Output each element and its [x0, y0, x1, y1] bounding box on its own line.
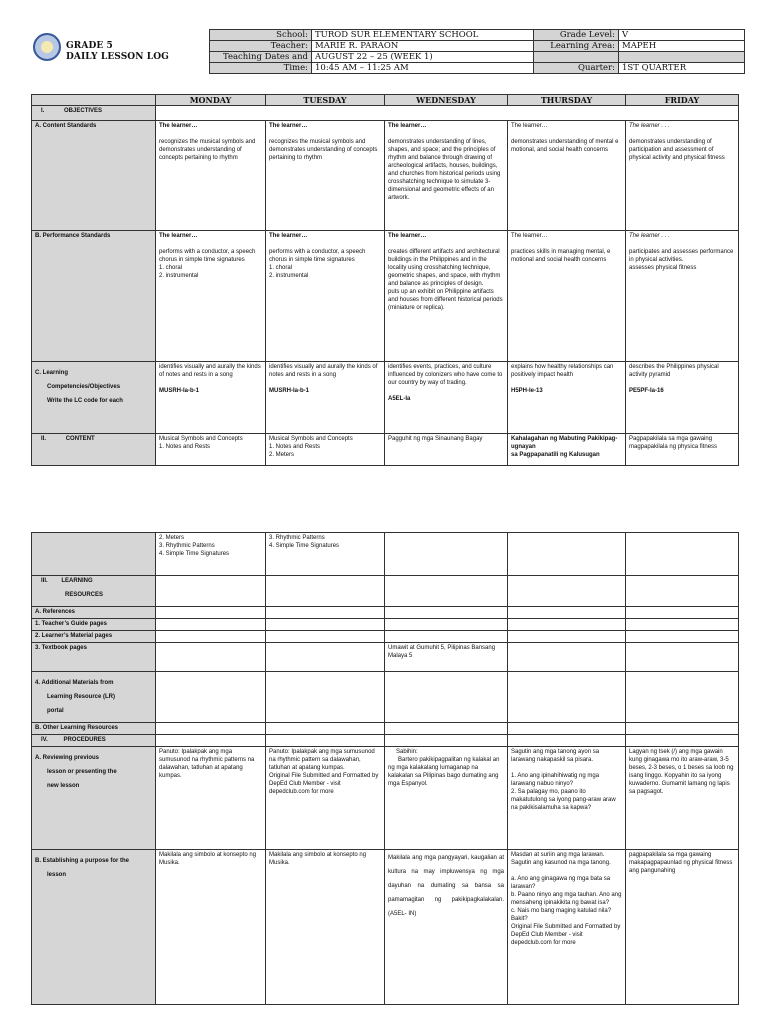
- day-wednesday: WEDNESDAY: [385, 95, 508, 106]
- purpose-friday: pagpapakilala sa mga gawaing makapagpapaunlad ng physical fitness ang pangunahing: [626, 850, 739, 1005]
- review-label: A. Reviewing previous lesson or presenting the new lesson: [32, 747, 156, 850]
- review-friday: Lagyan ng tsek (/) ang mga gawain kung ginagawa mo ito araw-araw, 3-5 beses, 2-3 beses, o 1 beses sa loob ng isang linggo. Kopyahin ito sa iyong kuwaderno. Gumamit lamang ng lapis sa pagsagot.: [626, 747, 739, 850]
- title-grade: GRADE 5: [66, 41, 113, 51]
- lm-pages-row: [32, 631, 739, 643]
- competencies-label: C. Learning Competencies/Objectives Write the LC code for each: [32, 362, 156, 434]
- resources-heading: III. LEARNING RESOURCES: [32, 576, 156, 607]
- day-monday: MONDAY: [156, 95, 266, 106]
- competencies-row: [32, 362, 739, 434]
- content-friday: Pagpapakilala sa mga gawaing magpapakilala ng physica fitness: [626, 434, 739, 466]
- content-thursday: Kahalagahan ng Mabuting Pakikipag-ugnayan sa Pagpapanatili ng Kalusugan: [508, 434, 626, 466]
- cs-monday: The learner… recognizes the musical symbols and demonstrates understanding of concepts pertaining to rhythm: [156, 121, 266, 231]
- grade-level-label: Grade Level:: [534, 30, 619, 41]
- cs-wednesday: The learner… demonstrates understanding of lines, shapes, and space; and the principles of rhythm and balance through drawing of archeological artifacts, houses, buildings, and churches from historical periods using crosshatching technique to simulate 3-dimensional and geometric effects of an artwork.: [385, 121, 508, 231]
- review-row: [32, 747, 739, 850]
- review-thursday: Sagutin ang mga tanong ayon sa larawang nakapaskil sa pisara. 1. Ano ang ipinahihiwatig ng mga larawang nabuo ninyo? 2. Sa palagay mo, paano ito makatutulong sa iyong pang-araw araw na pakikisalamuha sa kapwa?: [508, 747, 626, 850]
- deped-seal-icon: [33, 33, 61, 61]
- learning-area-label: Learning Area:: [534, 41, 619, 52]
- review-monday: Panuto: Ipalakpak ang mga sumusunod na rhythmic patterns na dalawahan, tatluhan at apatang kumpas.: [156, 747, 266, 850]
- ps-thursday: The learner… practices skills in managing mental, e motional and social health concerns: [508, 231, 626, 362]
- objectives-num: I.: [41, 108, 45, 114]
- review-tuesday: Panuto: Ipalakpak ang mga sumusunod na rhythmic pattern sa dalawahan, tatluhan at apatang kumpas. Original File Submitted and Formatted by DepEd Club Member - visit depedclub.com for more: [266, 747, 385, 850]
- additional-materials-row: [32, 672, 739, 723]
- grade-level-value: V: [619, 30, 745, 41]
- purpose-label: B. Establishing a purpose for the lesson: [32, 850, 156, 1005]
- lc-code: A5EL-Ia: [388, 396, 411, 402]
- time-value: 10:45 AM – 11:25 AM: [312, 63, 534, 74]
- document-title: [66, 41, 169, 63]
- ps-friday: The learner . . . participates and assesses performance in physical activities. assesses physical fitness: [626, 231, 739, 362]
- dates-label-line1: Teaching Dates and: [222, 52, 308, 62]
- teacher-value: MARIE R. PARAON: [312, 41, 534, 52]
- quarter-value: 1ST QUARTER: [619, 63, 745, 74]
- content-num: II.: [41, 436, 47, 442]
- title-dll: DAILY LESSON LOG: [66, 52, 169, 62]
- procedures-heading: IV. PROCEDURES: [32, 735, 156, 747]
- header-info-table: [209, 29, 745, 74]
- days-header-row: [32, 95, 739, 106]
- objectives-heading: OBJECTIVES: [64, 108, 103, 114]
- content-monday: Musical Symbols and Concepts 1. Notes and Rests: [156, 434, 266, 466]
- purpose-row: [32, 850, 739, 1005]
- content-standards-row: [32, 121, 739, 231]
- school-label: School:: [210, 30, 312, 41]
- references-row: [32, 607, 739, 619]
- day-tuesday: TUESDAY: [266, 95, 385, 106]
- lc-code: MUSRH-Ia-b-1: [159, 388, 199, 394]
- references-label: A. References: [32, 607, 156, 619]
- content-cont-monday: 2. Meters 3. Rhythmic Patterns 4. Simple Time Signatures: [156, 533, 266, 576]
- ps-monday: The learner… performs with a conductor, a speech chorus in simple time signatures 1. choral 2. instrumental: [156, 231, 266, 362]
- lc-friday: describes the Philippines physical activity pyramid PE5PF-Ia-16: [626, 362, 739, 434]
- textbook-pages-row: [32, 643, 739, 672]
- cs-friday: The learner . . . demonstrates understanding of participation and assessment of physical activity and physical fitness: [626, 121, 739, 231]
- content-continuation-row: [32, 533, 739, 576]
- lc-code: PE5PF-Ia-16: [629, 388, 664, 394]
- resources-heading-row: [32, 576, 739, 607]
- content-cont-tuesday: 3. Rhythmic Patterns 4. Simple Time Signatures: [266, 533, 385, 576]
- learning-area-value: MAPEH: [619, 41, 745, 52]
- lesson-table-part2: [31, 532, 739, 1005]
- additional-materials-label: 4. Additional Materials from Learning Resource (LR) portal: [32, 672, 156, 723]
- school-value: TUROD SUR ELEMENTARY SCHOOL: [312, 30, 534, 41]
- lc-thursday: explains how healthy relationships can positively impact health H5PH-Ie-13: [508, 362, 626, 434]
- quarter-label: Quarter:: [534, 63, 619, 74]
- tg-pages-row: [32, 619, 739, 631]
- day-thursday: THURSDAY: [508, 95, 626, 106]
- objectives-heading-row: [32, 106, 739, 121]
- lesson-table-part1: [31, 94, 739, 466]
- cs-thursday: The learner… demonstrates understanding of mental e motional, and social health concerns: [508, 121, 626, 231]
- content-tuesday: Musical Symbols and Concepts 1. Notes and Rests 2. Meters: [266, 434, 385, 466]
- textbook-pages-label: 3. Textbook pages: [32, 643, 156, 672]
- content-heading: CONTENT: [65, 436, 95, 442]
- lc-code: MUSRH-Ia-b-1: [269, 388, 309, 394]
- purpose-tuesday: Makilala ang simbolo at konsepto ng Musika.: [266, 850, 385, 1005]
- performance-standards-row: [32, 231, 739, 362]
- purpose-thursday: Masdan at suriin ang mga larawan. Sagutin ang kasunod na mga tanong. a. Ano ang ginagawa ng mga bata sa larawan? b. Paano ninyo ang mga tauhan. Ano ang mensaheng ipinakikita ng bawat isa? c. Nais mo bang maging katulad nila? Bakit? Original File Submitted and Formatted by DepEd Club Member - visit depedclub.com for more: [508, 850, 626, 1005]
- ps-wednesday: The learner… creates different artifacts and architectural buildings in the Philippines and in the locality using crosshatching technique, geometric shapes, and space, with rhythm and balance as principles of design. puts up an exhibit on Philippine artifacts and houses from different historical periods (miniature or replica).: [385, 231, 508, 362]
- day-friday: FRIDAY: [626, 95, 739, 106]
- content-wednesday: Pagguhit ng mga Sinaunang Bagay: [385, 434, 508, 466]
- dates-value: AUGUST 22 – 25 (WEEK 1): [312, 52, 534, 63]
- ps-tuesday: The learner… performs with a conductor, a speech chorus in simple time signatures 1. choral 2. instrumental: [266, 231, 385, 362]
- cs-tuesday: The learner… recognizes the musical symbols and demonstrates understanding of concepts pertaining to rhythm: [266, 121, 385, 231]
- content-standards-label: A. Content Standards: [32, 121, 156, 231]
- time-label: Time:: [210, 63, 312, 74]
- content-row: [32, 434, 739, 466]
- review-wednesday: Sabihin: Bartero pakikipagpalitan ng kalakal an ng mga kalakalang lumaganap na kalakalan sa Pilipinas bago dumating ang mga Espanyol.: [385, 747, 508, 850]
- performance-standards-label: B. Performance Standards: [32, 231, 156, 362]
- lc-wednesday: identifies events, practices, and culture influenced by colonizers who have come to our country by way of trading. A5EL-Ia: [385, 362, 508, 434]
- dates-label: [210, 52, 312, 63]
- textbook-wednesday: Umawit at Gumuhit 5, Pilipinas Bansang Malaya 5: [385, 643, 508, 672]
- other-resources-row: [32, 723, 739, 735]
- purpose-wednesday: Makilala ang mga pangyayari, kaugalian at kultura na may impluwensya ng mga dayuhan na dumating sa bansa sa pamamagitan ng pakikipagkalakalan. (A5EL- IN): [385, 850, 508, 1005]
- teacher-label: Teacher:: [210, 41, 312, 52]
- other-resources-label: B. Other Learning Resources: [32, 723, 156, 735]
- lc-monday: identifies visually and aurally the kinds of notes and rests in a song MUSRH-Ia-b-1: [156, 362, 266, 434]
- lm-pages-label: 2. Learner’s Material pages: [32, 631, 156, 643]
- tg-pages-label: 1. Teacher’s Guide pages: [32, 619, 156, 631]
- lc-tuesday: identifies visually and aurally the kinds of notes and rests in a song MUSRH-Ia-b-1: [266, 362, 385, 434]
- purpose-monday: Makilala ang simbolo at konsepto ng Musika.: [156, 850, 266, 1005]
- lc-code: H5PH-Ie-13: [511, 388, 543, 394]
- procedures-heading-row: [32, 735, 739, 747]
